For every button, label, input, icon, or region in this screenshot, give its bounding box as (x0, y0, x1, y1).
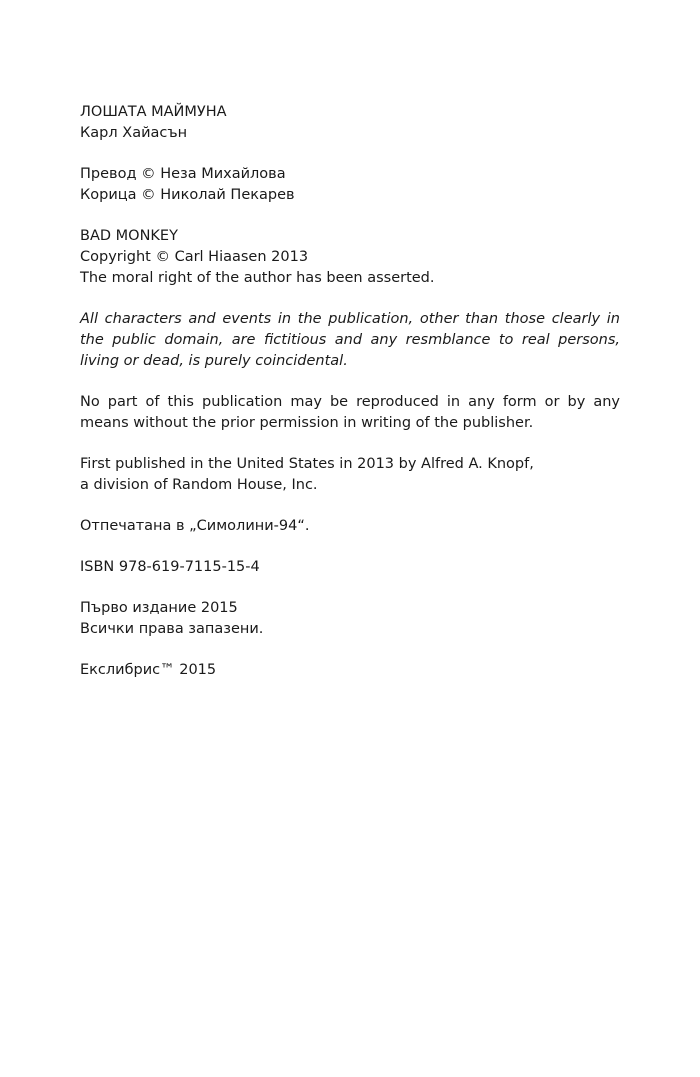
rights-line: Всички права запазени. (80, 621, 264, 637)
cover-credit: Корица © Николай Пекарев (80, 187, 295, 203)
publisher-block (80, 660, 620, 681)
copyright-line: Copyright © Carl Hiaasen 2013 (80, 249, 309, 265)
original-edition-block (80, 226, 620, 289)
division-line: a division of Random House, Inc. (80, 477, 318, 493)
book-title-bg: ЛОШАТА МАЙМУНА (80, 104, 227, 120)
publication-block (80, 454, 620, 496)
publisher-line: Екслибрис™ 2015 (80, 662, 217, 678)
credits-block (80, 164, 620, 206)
disclaimer-paragraph: All characters and events in the publication, other than those clearly in the public domain, are fictitious and any resmblance to real persons, living or dead, is purely coincidental. (80, 311, 620, 369)
isbn-block (80, 557, 620, 578)
edition-block (80, 598, 620, 640)
copyright-page (80, 102, 620, 701)
edition-line: Първо издание 2015 (80, 600, 238, 616)
first-published-line: First published in the United States in 2013 by Alfred A. Knopf, (80, 456, 534, 472)
original-title: BAD MONKEY (80, 228, 178, 244)
moral-right-line: The moral right of the author has been asserted. (80, 270, 435, 286)
translation-credit: Превод © Неза Михайлова (80, 166, 286, 182)
reproduction-notice: No part of this publication may be reproduced in any form or by any means without the prior permission in writing of the publisher. (80, 394, 620, 431)
isbn-line: ISBN 978-619-7115-15-4 (80, 559, 260, 575)
printer-block (80, 516, 620, 537)
author-name-bg: Карл Хайасън (80, 125, 188, 141)
title-block (80, 102, 620, 144)
printer-line: Отпечатана в „Симолини-94“. (80, 518, 310, 534)
